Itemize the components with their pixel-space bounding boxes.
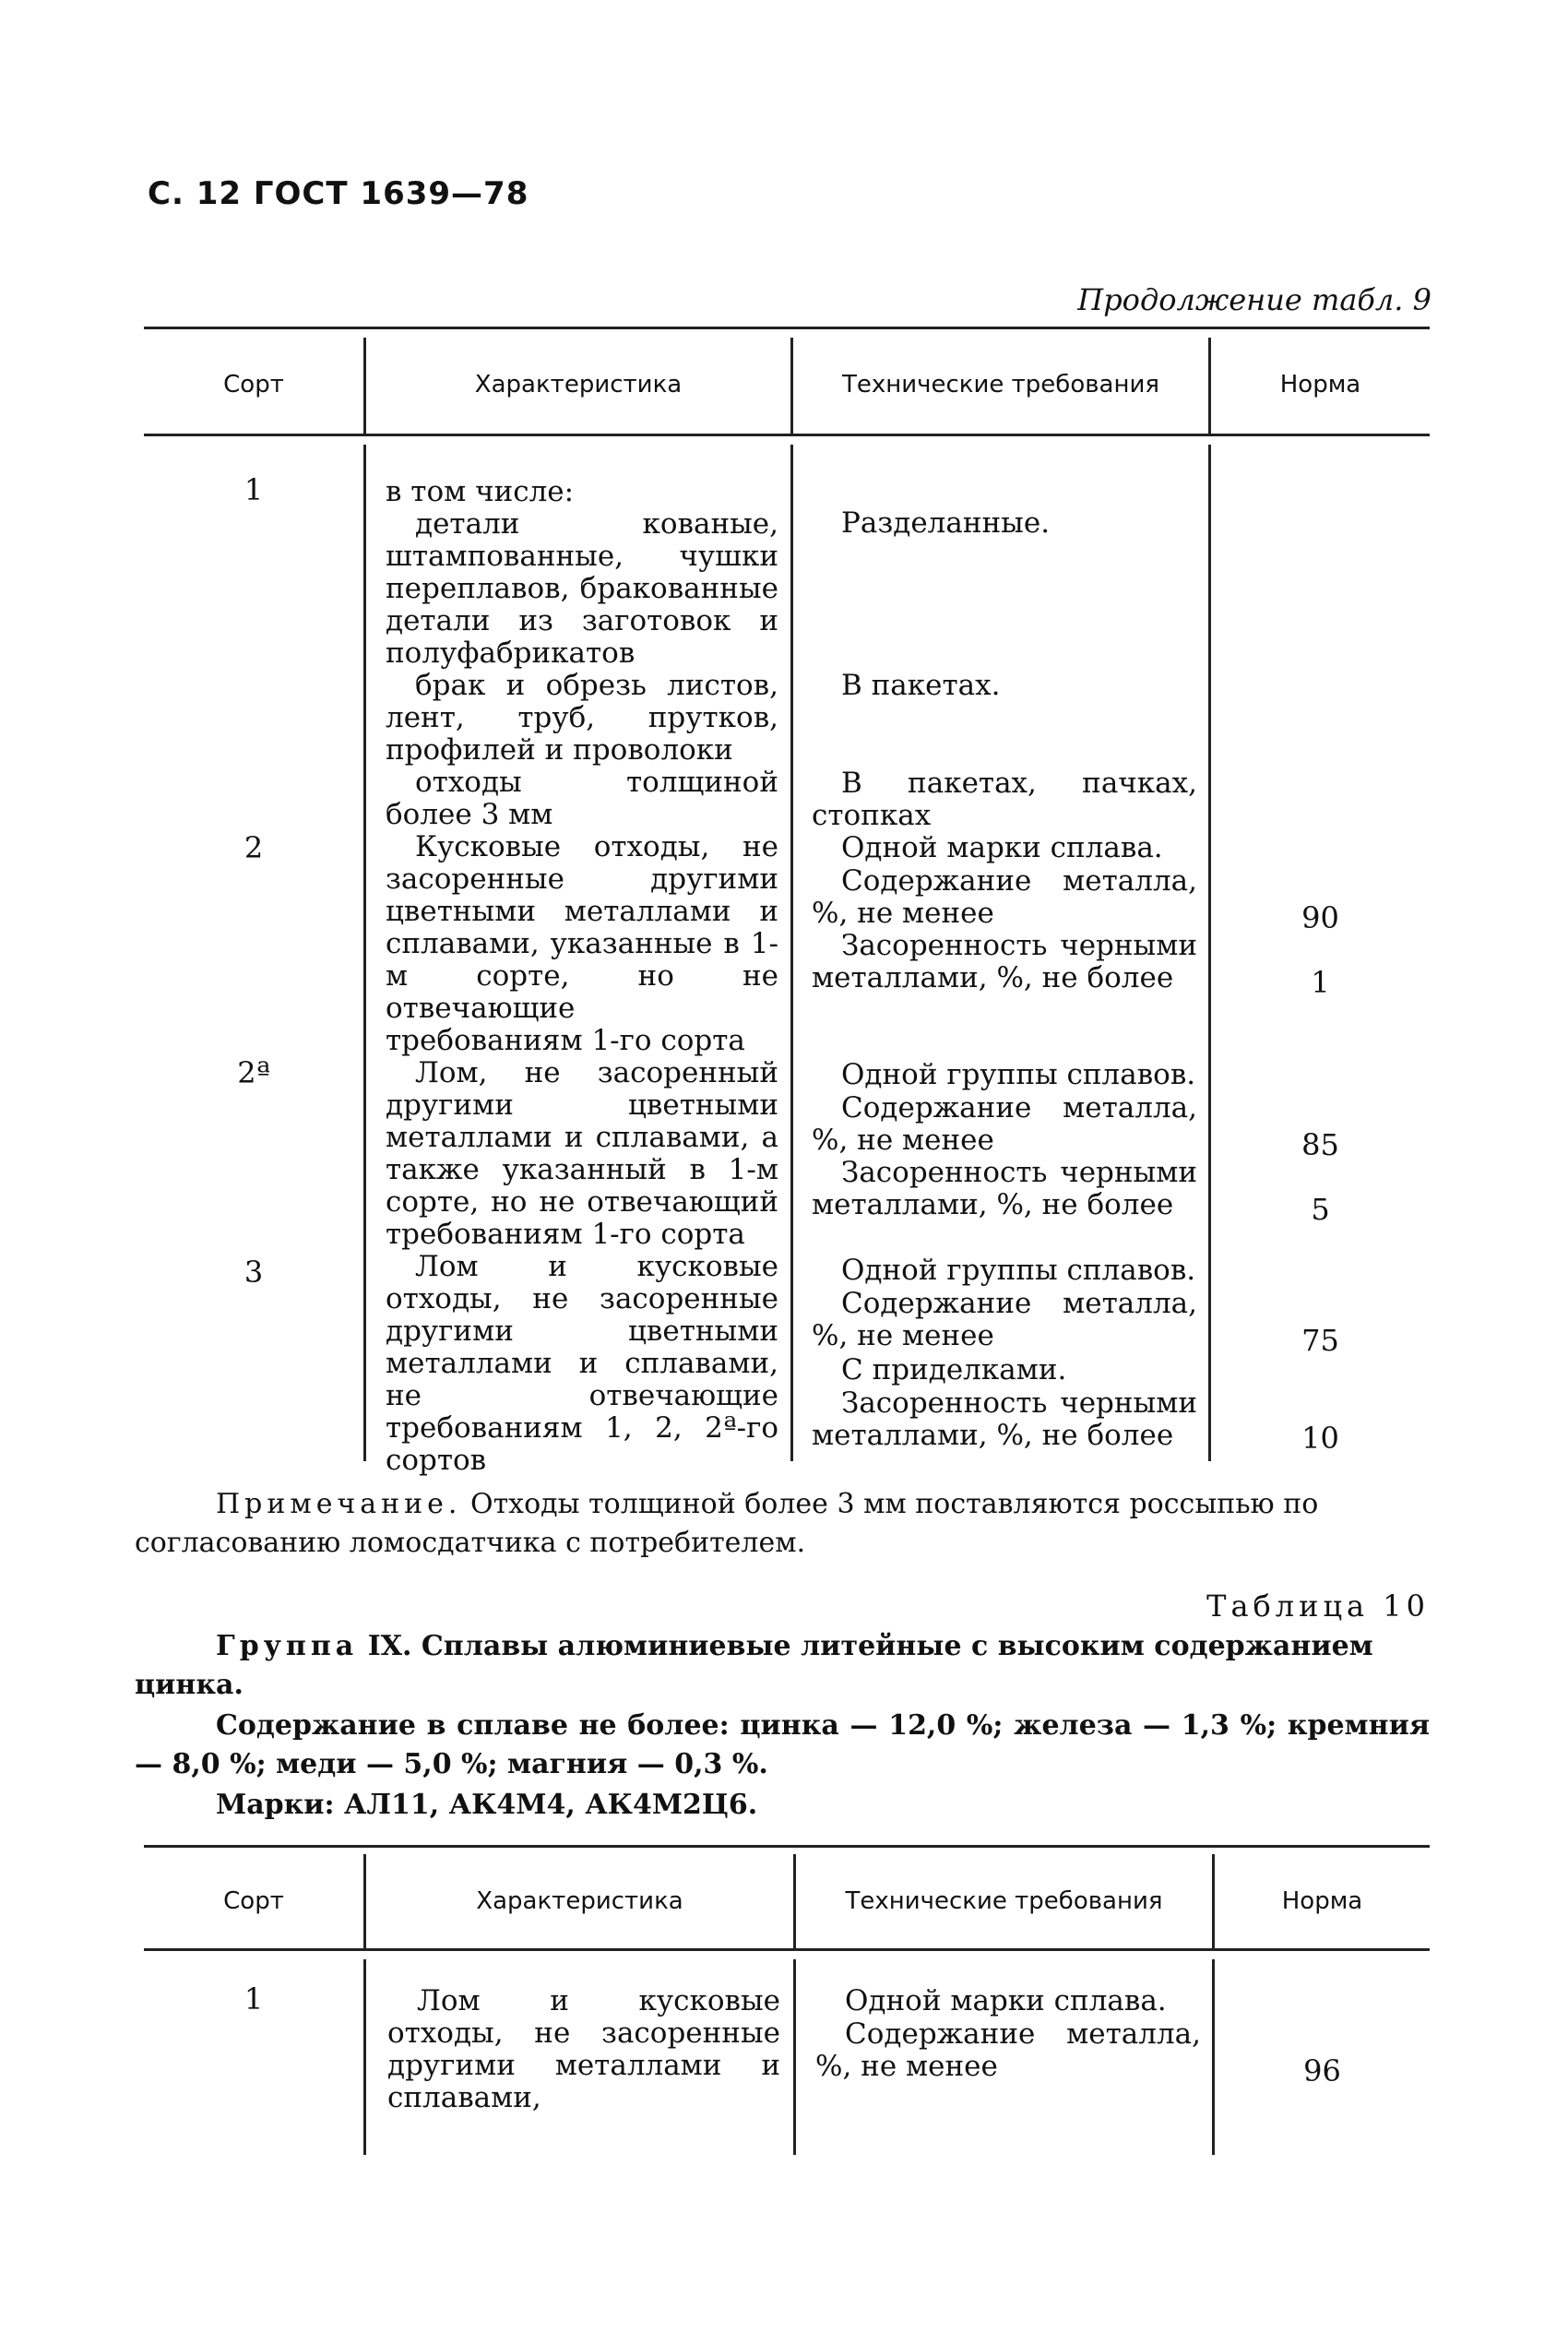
sort-label: 1 xyxy=(244,1981,264,2017)
requirement-text: С приделками. xyxy=(841,1353,1067,1386)
column-header-sort: Сорт xyxy=(223,1887,284,1915)
column-header-characteristic: Характеристика xyxy=(474,371,683,399)
column-divider xyxy=(363,1959,366,2155)
sort-label: 2ª xyxy=(237,1055,270,1090)
column-header-requirements: Технические требования xyxy=(845,1887,1163,1915)
table-top-rule xyxy=(144,1845,1430,1848)
table-continuation-label: Продолжение табл. 9 xyxy=(1077,282,1431,317)
characteristic-line: Лом и кусковые отходы, не засоренные другими цветными металлами и сплавами, не отвечающие требованиям 1, 2, 2ª-го сортов xyxy=(386,1250,778,1477)
table-header-rule xyxy=(144,1948,1430,1951)
table-top-rule xyxy=(144,327,1430,329)
column-divider xyxy=(793,1959,796,2155)
norm-value: 75 xyxy=(1301,1323,1339,1358)
column-header-characteristic: Характеристика xyxy=(476,1887,683,1915)
note-label: Примечание. xyxy=(216,1488,462,1520)
column-header-sort: Сорт xyxy=(223,371,284,399)
requirement-text: Засоренность черными металлами, %, не более xyxy=(812,1386,1197,1452)
characteristic-line: отходы толщиной более 3 мм xyxy=(386,766,778,831)
requirement-text: Содержание металла, %, не менее xyxy=(812,1091,1197,1157)
column-header-requirements: Технические требования xyxy=(841,371,1160,399)
column-header-norm: Норма xyxy=(1279,371,1361,399)
characteristic-text xyxy=(386,476,778,1477)
norm-value: 1 xyxy=(1311,965,1330,1000)
column-divider xyxy=(790,445,793,1461)
requirement-text: Содержание металла, %, не менее xyxy=(812,864,1197,930)
sort-label: 3 xyxy=(244,1255,264,1290)
characteristic-line: в том числе: xyxy=(386,475,575,508)
column-divider xyxy=(363,445,366,1461)
column-divider xyxy=(1208,445,1211,1461)
page-header: С. 12 ГОСТ 1639—78 xyxy=(148,175,529,212)
characteristic-line: Лом, не засоренный другими цветными металлами и сплавами, а также указанный в 1-м сорте, но не отвечающий требованиям 1-го сорта xyxy=(386,1056,778,1251)
characteristic-line: брак и обрезь листов, лент, труб, прутков, профилей и проволоки xyxy=(386,669,778,767)
group-heading xyxy=(135,1627,1430,1705)
requirement-text: Одной марки сплава. xyxy=(845,1984,1167,2017)
table-caption: Таблица 10 xyxy=(1206,1588,1430,1624)
requirement-text: Одной марки сплава. xyxy=(841,831,1163,864)
alloy-content: Содержание в сплаве не более: цинка — 12,0 %; железа — 1,3 %; кремния — 8,0 %; меди — 5,0 %; магния — 0,3 %. xyxy=(135,1709,1430,1780)
requirement-text: Одной группы сплавов. xyxy=(841,1058,1196,1091)
group-title: IX. Сплавы алюминиевые литейные с высоким содержанием цинка. xyxy=(135,1630,1373,1701)
norm-value: 90 xyxy=(1301,900,1339,935)
note-text: Отходы толщиной более 3 мм поставляются россыпью по согласованию ломосдатчика с потребителем. xyxy=(135,1488,1319,1559)
requirement-text: В пакетах. xyxy=(841,669,1001,702)
norm-value: 96 xyxy=(1303,2053,1341,2088)
requirement-text: В пакетах, пачках, стопках xyxy=(812,767,1197,832)
alloy-grades: Марки: АЛ11, АК4М4, АК4М2Ц6. xyxy=(216,1789,758,1821)
table-note xyxy=(135,1485,1430,1563)
sort-label: 2 xyxy=(244,830,264,865)
requirement-text: Засоренность черными металлами, %, не более xyxy=(812,929,1197,994)
characteristic-line: Кусковые отходы, не засоренные другими цветными металлами и сплавами, указанные в 1-м сорте, но не отвечающие требованиям 1-го сорта xyxy=(386,830,778,1057)
column-header-norm: Норма xyxy=(1281,1887,1363,1915)
norm-value: 5 xyxy=(1311,1192,1330,1227)
requirement-text: Содержание металла, %, не менее xyxy=(812,1287,1197,1352)
sort-label: 1 xyxy=(244,472,264,507)
requirement-text: Одной группы сплавов. xyxy=(841,1254,1196,1287)
group-label: Группа xyxy=(216,1630,359,1662)
norm-value: 10 xyxy=(1301,1421,1339,1456)
requirement-text: Засоренность черными металлами, %, не более xyxy=(812,1156,1197,1221)
requirement-text: Содержание металла, %, не менее xyxy=(815,2017,1201,2083)
characteristic-text: Лом и кусковые отходы, не засоренные другими металлами и сплавами, xyxy=(387,1984,780,2114)
norm-value: 85 xyxy=(1301,1127,1339,1162)
table-header-rule xyxy=(144,434,1430,436)
requirement-text: Разделанные. xyxy=(841,506,1051,540)
characteristic-line: детали кованые, штампованные, чушки переплавов, бракованные детали из заготовок и полуфабрикатов xyxy=(386,507,778,670)
